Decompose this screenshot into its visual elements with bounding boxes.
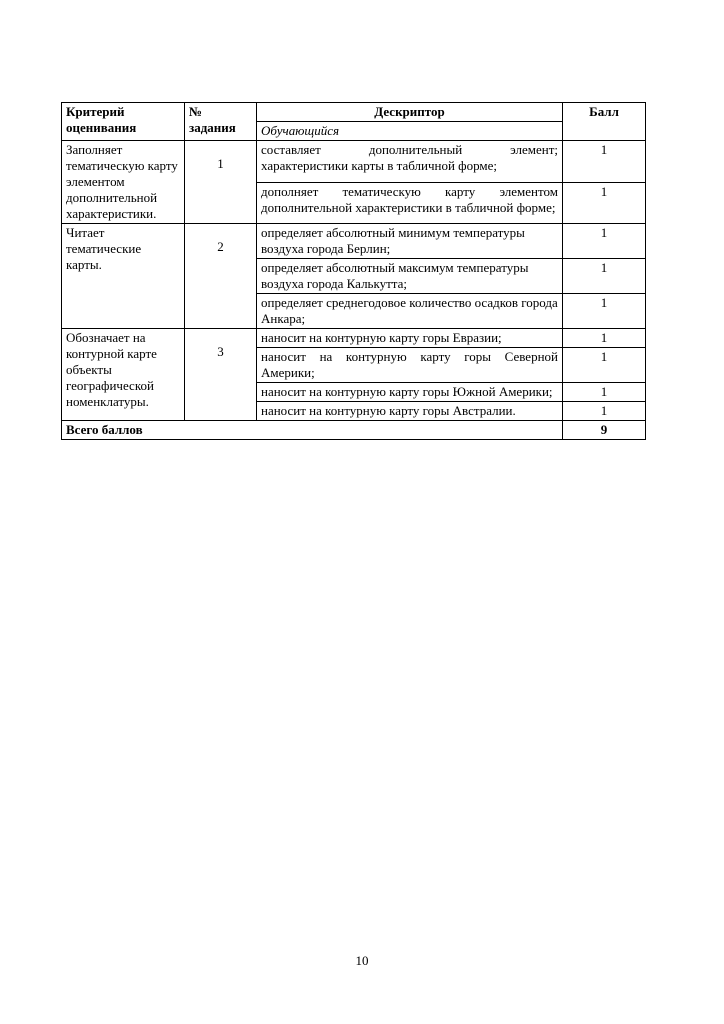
score-cell: 1 [563, 402, 646, 421]
header-descriptor-subtitle: Обучающийся [257, 122, 563, 141]
score-cell: 1 [563, 182, 646, 224]
task-number-cell: 1 [185, 141, 257, 224]
descriptor-cell: наносит на контурную карту горы Австралии. [257, 402, 563, 421]
header-score: Балл [563, 103, 646, 141]
criterion-cell: Обозначает на контурной карте объекты географической номенклатуры. [62, 329, 185, 421]
score-cell: 1 [563, 383, 646, 402]
header-row [62, 103, 646, 122]
score-cell: 1 [563, 141, 646, 183]
descriptor-cell: наносит на контурную карту горы Северной Америки; [257, 348, 563, 383]
criterion-cell: Читает тематические карты. [62, 224, 185, 329]
score-cell: 1 [563, 224, 646, 259]
score-cell: 1 [563, 348, 646, 383]
task-number-cell: 3 [185, 329, 257, 421]
total-row [62, 421, 646, 440]
header-descriptor: Дескриптор [257, 103, 563, 122]
criterion-cell: Заполняет тематическую карту элементом дополнительной характеристики. [62, 141, 185, 224]
descriptor-cell: наносит на контурную карту горы Евразии; [257, 329, 563, 348]
descriptor-cell: определяет абсолютный минимум температуры воздуха города Берлин; [257, 224, 563, 259]
total-label: Всего баллов [62, 421, 563, 440]
descriptor-cell: составляет дополнительный элемент; характеристики карты в табличной форме; [257, 141, 563, 183]
table-row [62, 329, 646, 348]
table-row [62, 141, 646, 183]
task-number-cell: 2 [185, 224, 257, 329]
descriptor-cell: наносит на контурную карту горы Южной Америки; [257, 383, 563, 402]
table-row [62, 224, 646, 259]
descriptor-cell: определяет среднегодовое количество осадков города Анкара; [257, 294, 563, 329]
page-number: 10 [355, 953, 369, 968]
score-cell: 1 [563, 329, 646, 348]
header-task-no: № задания [185, 103, 257, 141]
descriptor-cell: дополняет тематическую карту элементом дополнительной характеристики в табличной форме; [257, 182, 563, 224]
descriptor-cell: определяет абсолютный максимум температуры воздуха города Калькутта; [257, 259, 563, 294]
score-cell: 1 [563, 294, 646, 329]
score-cell: 1 [563, 259, 646, 294]
assessment-table [61, 102, 646, 440]
total-value: 9 [563, 421, 646, 440]
header-criterion: Критерий оценивания [62, 103, 185, 141]
